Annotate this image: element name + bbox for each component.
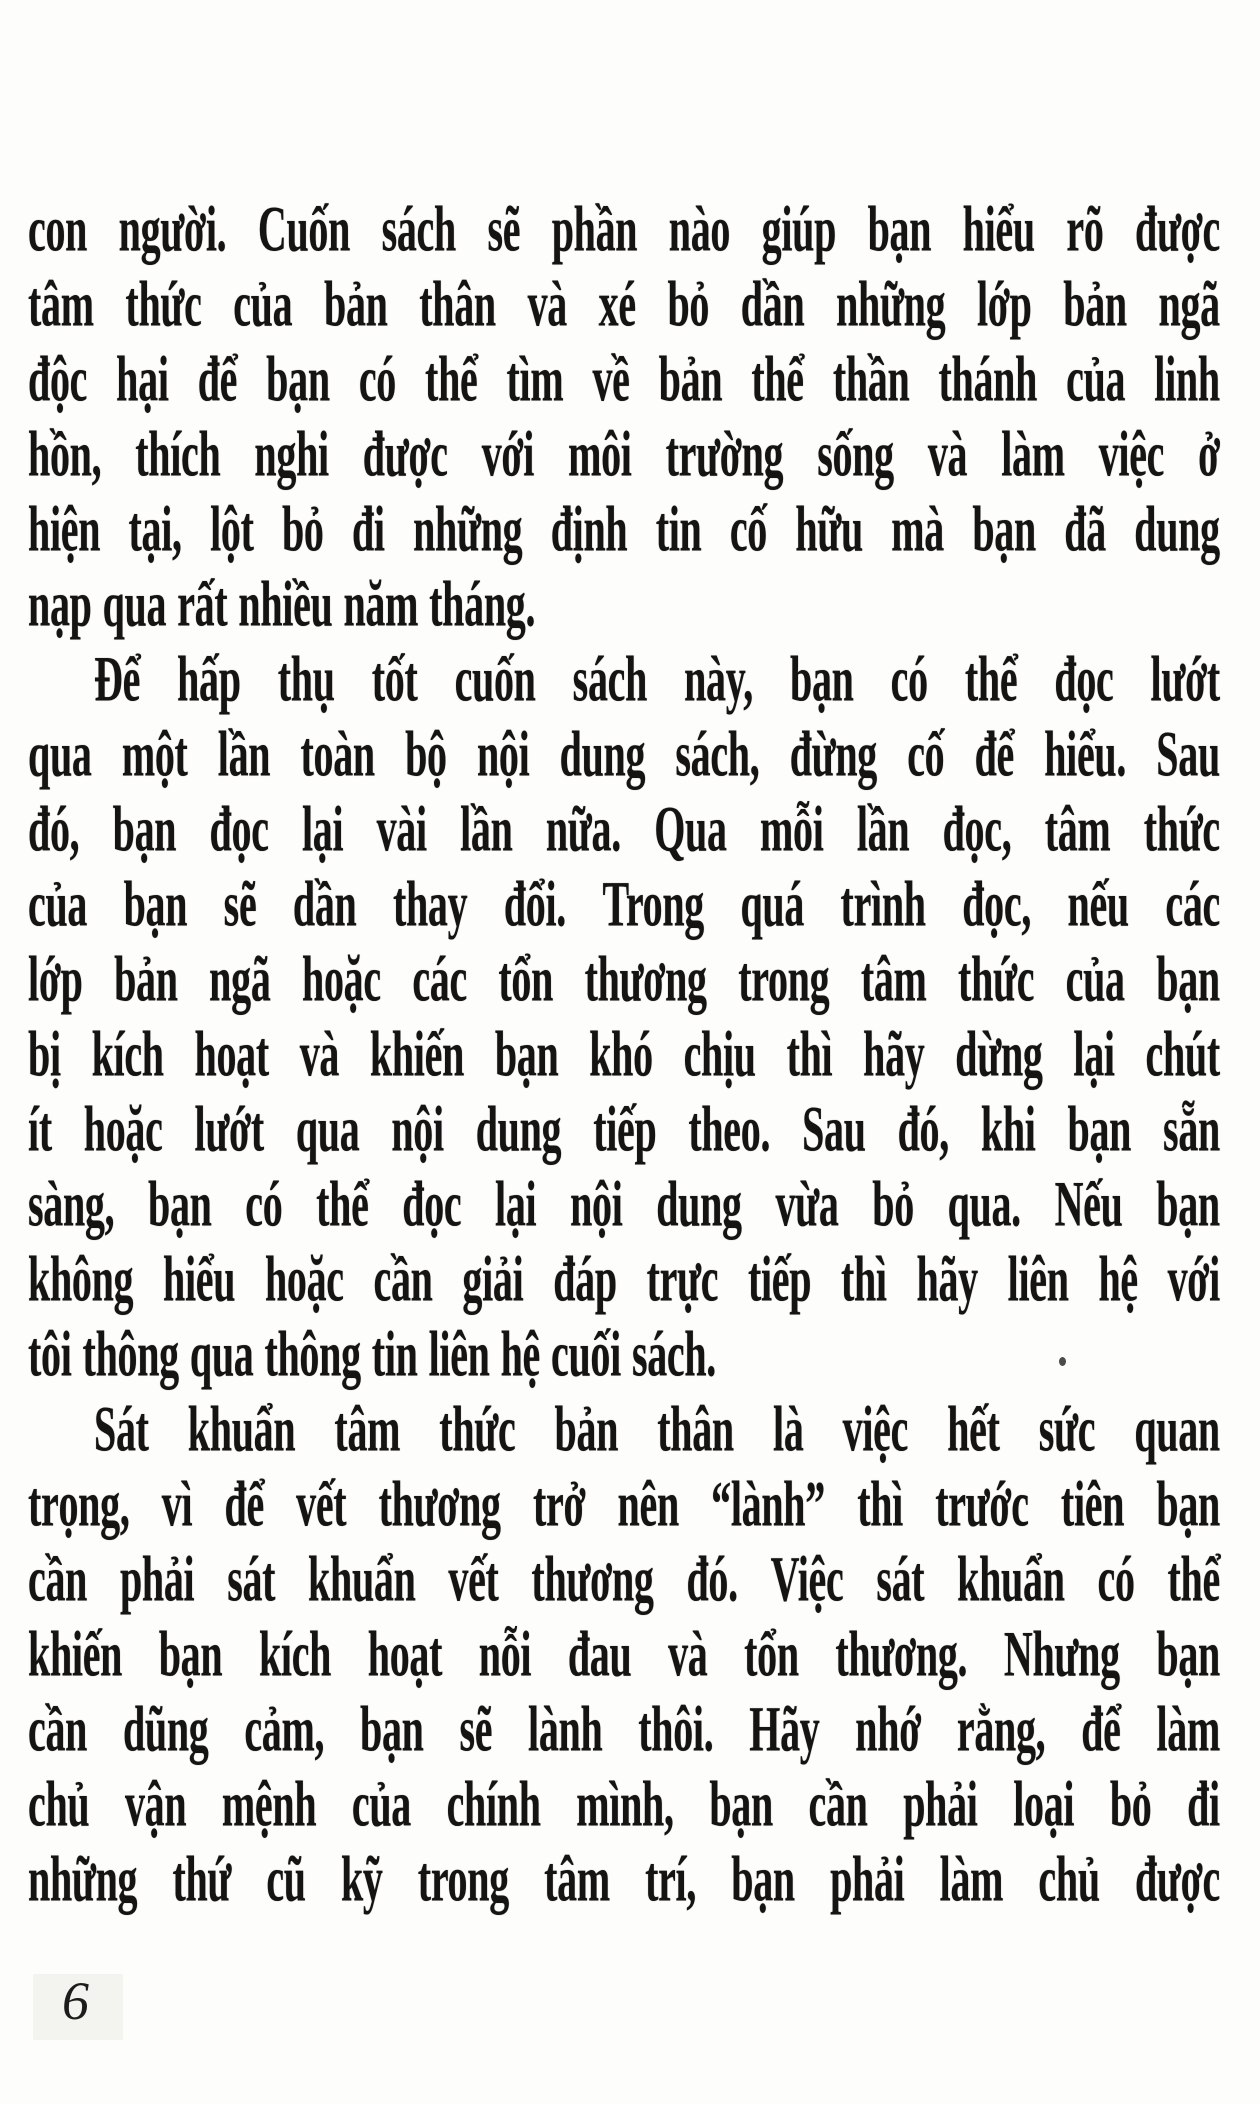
word: qua [295, 1092, 360, 1165]
word: khiến [28, 1617, 123, 1690]
word: thân [419, 267, 496, 340]
word: Sát [94, 1392, 149, 1465]
word: bạn [112, 792, 177, 865]
word: trường [665, 417, 784, 490]
word: ngã [1158, 267, 1220, 340]
word: hữu [795, 492, 863, 565]
word: hiểu [163, 1242, 236, 1315]
word: ít [28, 1092, 52, 1165]
word: bỏ [281, 492, 324, 565]
word: của [28, 867, 88, 940]
word: thể [1167, 1542, 1220, 1615]
word: thể [751, 342, 804, 415]
word: đi [351, 492, 385, 565]
word: bạn [1156, 1467, 1220, 1540]
word: thức [1143, 792, 1220, 865]
word: phải [830, 1842, 905, 1915]
word: không [28, 1242, 134, 1315]
word: bạn [1156, 1617, 1220, 1690]
word: hiểu. [1044, 717, 1127, 790]
word: dung [559, 717, 646, 790]
word: lại [495, 1167, 537, 1240]
word: nữa. [545, 792, 621, 865]
word: kỹ [340, 1842, 383, 1915]
word: này, [684, 642, 753, 715]
word: trong [417, 1842, 509, 1915]
word: hiện [28, 492, 101, 565]
word: những [28, 1842, 138, 1915]
word: bạn [158, 1617, 223, 1690]
word: trở [532, 1467, 586, 1540]
word: Sau [802, 1092, 866, 1165]
word: dung [475, 1092, 562, 1165]
word: được [362, 417, 448, 490]
word: bạn [148, 1167, 212, 1240]
word: rất [177, 567, 228, 640]
word: khi [980, 1092, 1036, 1165]
word: tâm [28, 267, 94, 340]
word: tin [371, 1317, 418, 1390]
word: và [527, 267, 567, 340]
ink-speck [1059, 1357, 1066, 1366]
word: lần [460, 792, 513, 865]
word: trọng, [28, 1467, 130, 1540]
word: thông [264, 1317, 361, 1390]
word: đọc, [942, 792, 1012, 865]
word: hãy [916, 1242, 978, 1315]
word: chủ [28, 1767, 90, 1840]
word: có [1097, 1542, 1135, 1615]
word: làm [1001, 417, 1065, 490]
word: khuẩn [187, 1392, 296, 1465]
word: dần [292, 867, 357, 940]
word: bản [554, 1392, 619, 1465]
word: bản [324, 267, 388, 340]
word: quá [740, 867, 805, 940]
word: giải [462, 1242, 524, 1315]
word: nạp [28, 567, 92, 640]
word: toàn [300, 717, 375, 790]
word: làm [939, 1842, 1004, 1915]
word: mỗi [759, 792, 824, 865]
word: thích [135, 417, 221, 490]
word: cố [729, 492, 767, 565]
word: những [413, 492, 523, 565]
word: của [233, 267, 293, 340]
word: để [1081, 1692, 1121, 1765]
word: dung [656, 1167, 742, 1240]
word: một [121, 717, 188, 790]
word: qua [28, 717, 92, 790]
word: hoặc [302, 942, 381, 1015]
word: hoặc [83, 1092, 163, 1165]
word: làm [1156, 1692, 1220, 1765]
word: vài [376, 792, 427, 865]
word: và [299, 1017, 340, 1090]
word: bạn [867, 192, 932, 265]
word: các [412, 942, 467, 1015]
word: ở [1198, 417, 1220, 490]
word: bạn [790, 642, 854, 715]
word: lướt [1150, 642, 1220, 715]
word: qua [189, 1317, 254, 1390]
word: nhiều [238, 567, 333, 640]
word: đó. [686, 1542, 738, 1615]
word: bỏ [1109, 1767, 1152, 1840]
word: thân [657, 1392, 734, 1465]
word: dừng [955, 1017, 1043, 1090]
word: Việc [770, 1542, 844, 1615]
word: trong [738, 942, 830, 1015]
word: nội [391, 1092, 444, 1165]
word: Trong [602, 867, 704, 940]
word: trước [935, 1467, 1029, 1540]
word: thể [425, 342, 478, 415]
word: tâm [544, 1842, 610, 1915]
word: tiếp [593, 1092, 657, 1165]
word: thông [82, 1317, 179, 1390]
word: khuẩn [957, 1542, 1065, 1615]
word: đi [1187, 1767, 1220, 1840]
word: sách. [631, 1317, 717, 1390]
word: cuối [551, 1317, 621, 1390]
word: của [1065, 942, 1125, 1015]
word: bạn [972, 492, 1036, 565]
word: cảm, [244, 1692, 325, 1765]
word: lướt [194, 1092, 264, 1165]
word: mệnh [221, 1767, 317, 1840]
word: bạn [494, 1017, 559, 1090]
word: bản [658, 342, 723, 415]
word: dần [740, 267, 805, 340]
word: sống [817, 417, 894, 490]
text-line [28, 1818, 1220, 1940]
word: hấp [177, 642, 241, 715]
word: thì [857, 1467, 903, 1540]
word: linh [1154, 342, 1220, 415]
word: khó [589, 1017, 653, 1090]
word: thương. [835, 1617, 968, 1690]
word: lớp [976, 267, 1032, 340]
word: thụ [277, 642, 335, 715]
word: bạn [709, 1767, 773, 1840]
word: Để [94, 642, 141, 715]
word: bỏ [667, 267, 710, 340]
word: Hãy [749, 1692, 820, 1765]
word: nội [476, 717, 530, 790]
word: ngã [209, 942, 271, 1015]
word: tôi [28, 1317, 72, 1390]
word: khuẩn [308, 1542, 416, 1615]
word: sẵn [1163, 1092, 1220, 1165]
word: trí, [645, 1842, 697, 1915]
word: sẽ [487, 192, 521, 265]
word: hại [116, 342, 169, 415]
word: sách, [675, 717, 760, 790]
word: việc [842, 1392, 909, 1465]
word: lại [1073, 1017, 1115, 1090]
word: hãy [863, 1017, 925, 1090]
word: phần [551, 192, 638, 265]
word: bị [28, 1017, 61, 1090]
word: thể [316, 1167, 369, 1240]
word: nội [570, 1167, 623, 1240]
word: các [1165, 867, 1220, 940]
word: cố [907, 717, 945, 790]
word: đau [567, 1617, 632, 1690]
word: tâm [334, 1392, 401, 1465]
word: qua [102, 567, 167, 640]
word: bạn [266, 342, 330, 415]
word: tại, [128, 492, 182, 565]
word: môi [568, 417, 632, 490]
word: sức [1038, 1392, 1096, 1465]
word: là [773, 1392, 804, 1465]
word: của [1066, 342, 1126, 415]
word: thức [439, 1392, 516, 1465]
word: cần [28, 1542, 88, 1615]
word: người. [118, 192, 227, 265]
word: hệ [500, 1317, 541, 1390]
word: nào [668, 192, 731, 265]
word: nếu [1067, 867, 1129, 940]
word: thức [958, 942, 1035, 1015]
word: tháng. [429, 567, 536, 640]
word: thôi. [638, 1692, 714, 1765]
word: thức [125, 267, 202, 340]
word: nghi [254, 417, 329, 490]
word: chính [446, 1767, 541, 1840]
word: vì [161, 1467, 193, 1540]
word: sẽ [459, 1692, 493, 1765]
word: bạn [731, 1842, 795, 1915]
word: thì [786, 1017, 833, 1090]
word: sách [572, 642, 648, 715]
word: Cuốn [257, 192, 351, 265]
word: mà [891, 492, 944, 565]
word: qua. [947, 1167, 1021, 1240]
word: thể [964, 642, 1018, 715]
word: bạn [123, 867, 188, 940]
word: thương [531, 1542, 654, 1615]
word: nhớ [855, 1692, 922, 1765]
word: Nhưng [1003, 1617, 1120, 1690]
word: thánh [938, 342, 1038, 415]
text-block [28, 191, 1220, 1916]
word: thần [832, 342, 910, 415]
word: có [245, 1167, 283, 1240]
word: tiên [1060, 1467, 1125, 1540]
word: bạn [1067, 1092, 1132, 1165]
word: tìm [506, 342, 564, 415]
word: thay [392, 867, 468, 940]
word: và [927, 417, 968, 490]
word: giúp [761, 192, 837, 265]
word: hoạt [367, 1617, 443, 1690]
word: đọc [209, 792, 269, 865]
word: loại [1013, 1767, 1075, 1840]
word: những [836, 267, 946, 340]
word: hoặc [264, 1242, 344, 1315]
word: quan [1134, 1392, 1220, 1465]
word: trực [646, 1242, 719, 1315]
word: tổn [744, 1617, 799, 1690]
word: để [224, 1467, 264, 1540]
word: bạn [360, 1692, 424, 1765]
word: hết [947, 1392, 1000, 1465]
word: xé [598, 267, 636, 340]
word: bộ [405, 717, 447, 790]
word: thương [584, 942, 707, 1015]
word: với [1167, 1242, 1220, 1315]
word: mình, [576, 1767, 674, 1840]
word: bản [114, 942, 178, 1015]
word: định [550, 492, 628, 565]
word: khiến [369, 1017, 465, 1090]
word: sàng, [28, 1167, 115, 1240]
word: về [592, 342, 630, 415]
word: của [351, 1767, 411, 1840]
word: bạn [1156, 1167, 1220, 1240]
word: đổi. [503, 867, 566, 940]
word: bỏ [872, 1167, 914, 1240]
word: Qua [654, 792, 727, 865]
word: “lành” [711, 1467, 825, 1540]
word: cần [373, 1242, 433, 1315]
word: và [668, 1617, 708, 1690]
word: đó, [28, 792, 80, 865]
word: rõ [1066, 192, 1104, 265]
word: lần [217, 717, 271, 790]
word: lột [210, 492, 254, 565]
word: sát [227, 1542, 276, 1615]
word: sát [876, 1542, 925, 1615]
word: kích [258, 1617, 332, 1690]
word: hệ [1098, 1242, 1138, 1315]
word: vận [124, 1767, 187, 1840]
word: tâm [860, 942, 927, 1015]
page-number: 6 [62, 1971, 89, 2031]
word: liên [428, 1317, 490, 1390]
word: việc [1098, 417, 1165, 490]
word: tiếp [747, 1242, 812, 1315]
word: cần [808, 1767, 868, 1840]
word: với [481, 417, 535, 490]
word: độc [28, 342, 88, 415]
word: hiểu [962, 192, 1035, 265]
word: sẽ [223, 867, 257, 940]
word: thì [840, 1242, 887, 1315]
word: dung [1134, 492, 1220, 565]
word: cũ [266, 1842, 306, 1915]
word: theo. [688, 1092, 771, 1165]
word: có [890, 642, 928, 715]
word: phải [903, 1767, 978, 1840]
word: đã [1064, 492, 1106, 565]
word: liên [1007, 1242, 1069, 1315]
word: tổn [498, 942, 554, 1015]
word: cuốn [454, 642, 536, 715]
word: vết [296, 1467, 347, 1540]
word: lớp [28, 942, 83, 1015]
word: tin [655, 492, 702, 565]
word: bản [1063, 267, 1127, 340]
word: con [28, 192, 88, 265]
word: đáp [553, 1242, 617, 1315]
word: lại [301, 792, 344, 865]
word: đọc, [962, 867, 1032, 940]
word: để [974, 717, 1014, 790]
word: thứ [172, 1842, 232, 1915]
word: chủ [1038, 1842, 1100, 1915]
word: nỗi [478, 1617, 532, 1690]
word: chút [1145, 1017, 1220, 1090]
word: năm [343, 567, 419, 640]
word: đừng [789, 717, 877, 790]
word: rằng, [956, 1692, 1046, 1765]
word: lành [528, 1692, 603, 1765]
word: để [197, 342, 238, 415]
word: Nếu [1054, 1167, 1123, 1240]
word: chịu [683, 1017, 756, 1090]
word: sách [381, 192, 456, 265]
word: đọc [1054, 642, 1114, 715]
word: vừa [775, 1167, 839, 1240]
word: dũng [122, 1692, 209, 1765]
word: lần [856, 792, 910, 865]
word: kích [91, 1017, 164, 1090]
word: được [1135, 192, 1220, 265]
word: hoạt [194, 1017, 269, 1090]
word: nên [617, 1467, 679, 1540]
word: đọc [402, 1167, 462, 1240]
word: hồn, [28, 417, 102, 490]
word: trình [840, 867, 926, 940]
word: Sau [1156, 717, 1220, 790]
word: bạn [1156, 942, 1220, 1015]
word: đó, [897, 1092, 949, 1165]
word: phải [119, 1542, 195, 1615]
word: có [358, 342, 396, 415]
word: cần [28, 1692, 88, 1765]
word: vết [448, 1542, 499, 1615]
word: được [1134, 1842, 1220, 1915]
word: tâm [1044, 792, 1111, 865]
word: tốt [371, 642, 418, 715]
word: thương [378, 1467, 501, 1540]
